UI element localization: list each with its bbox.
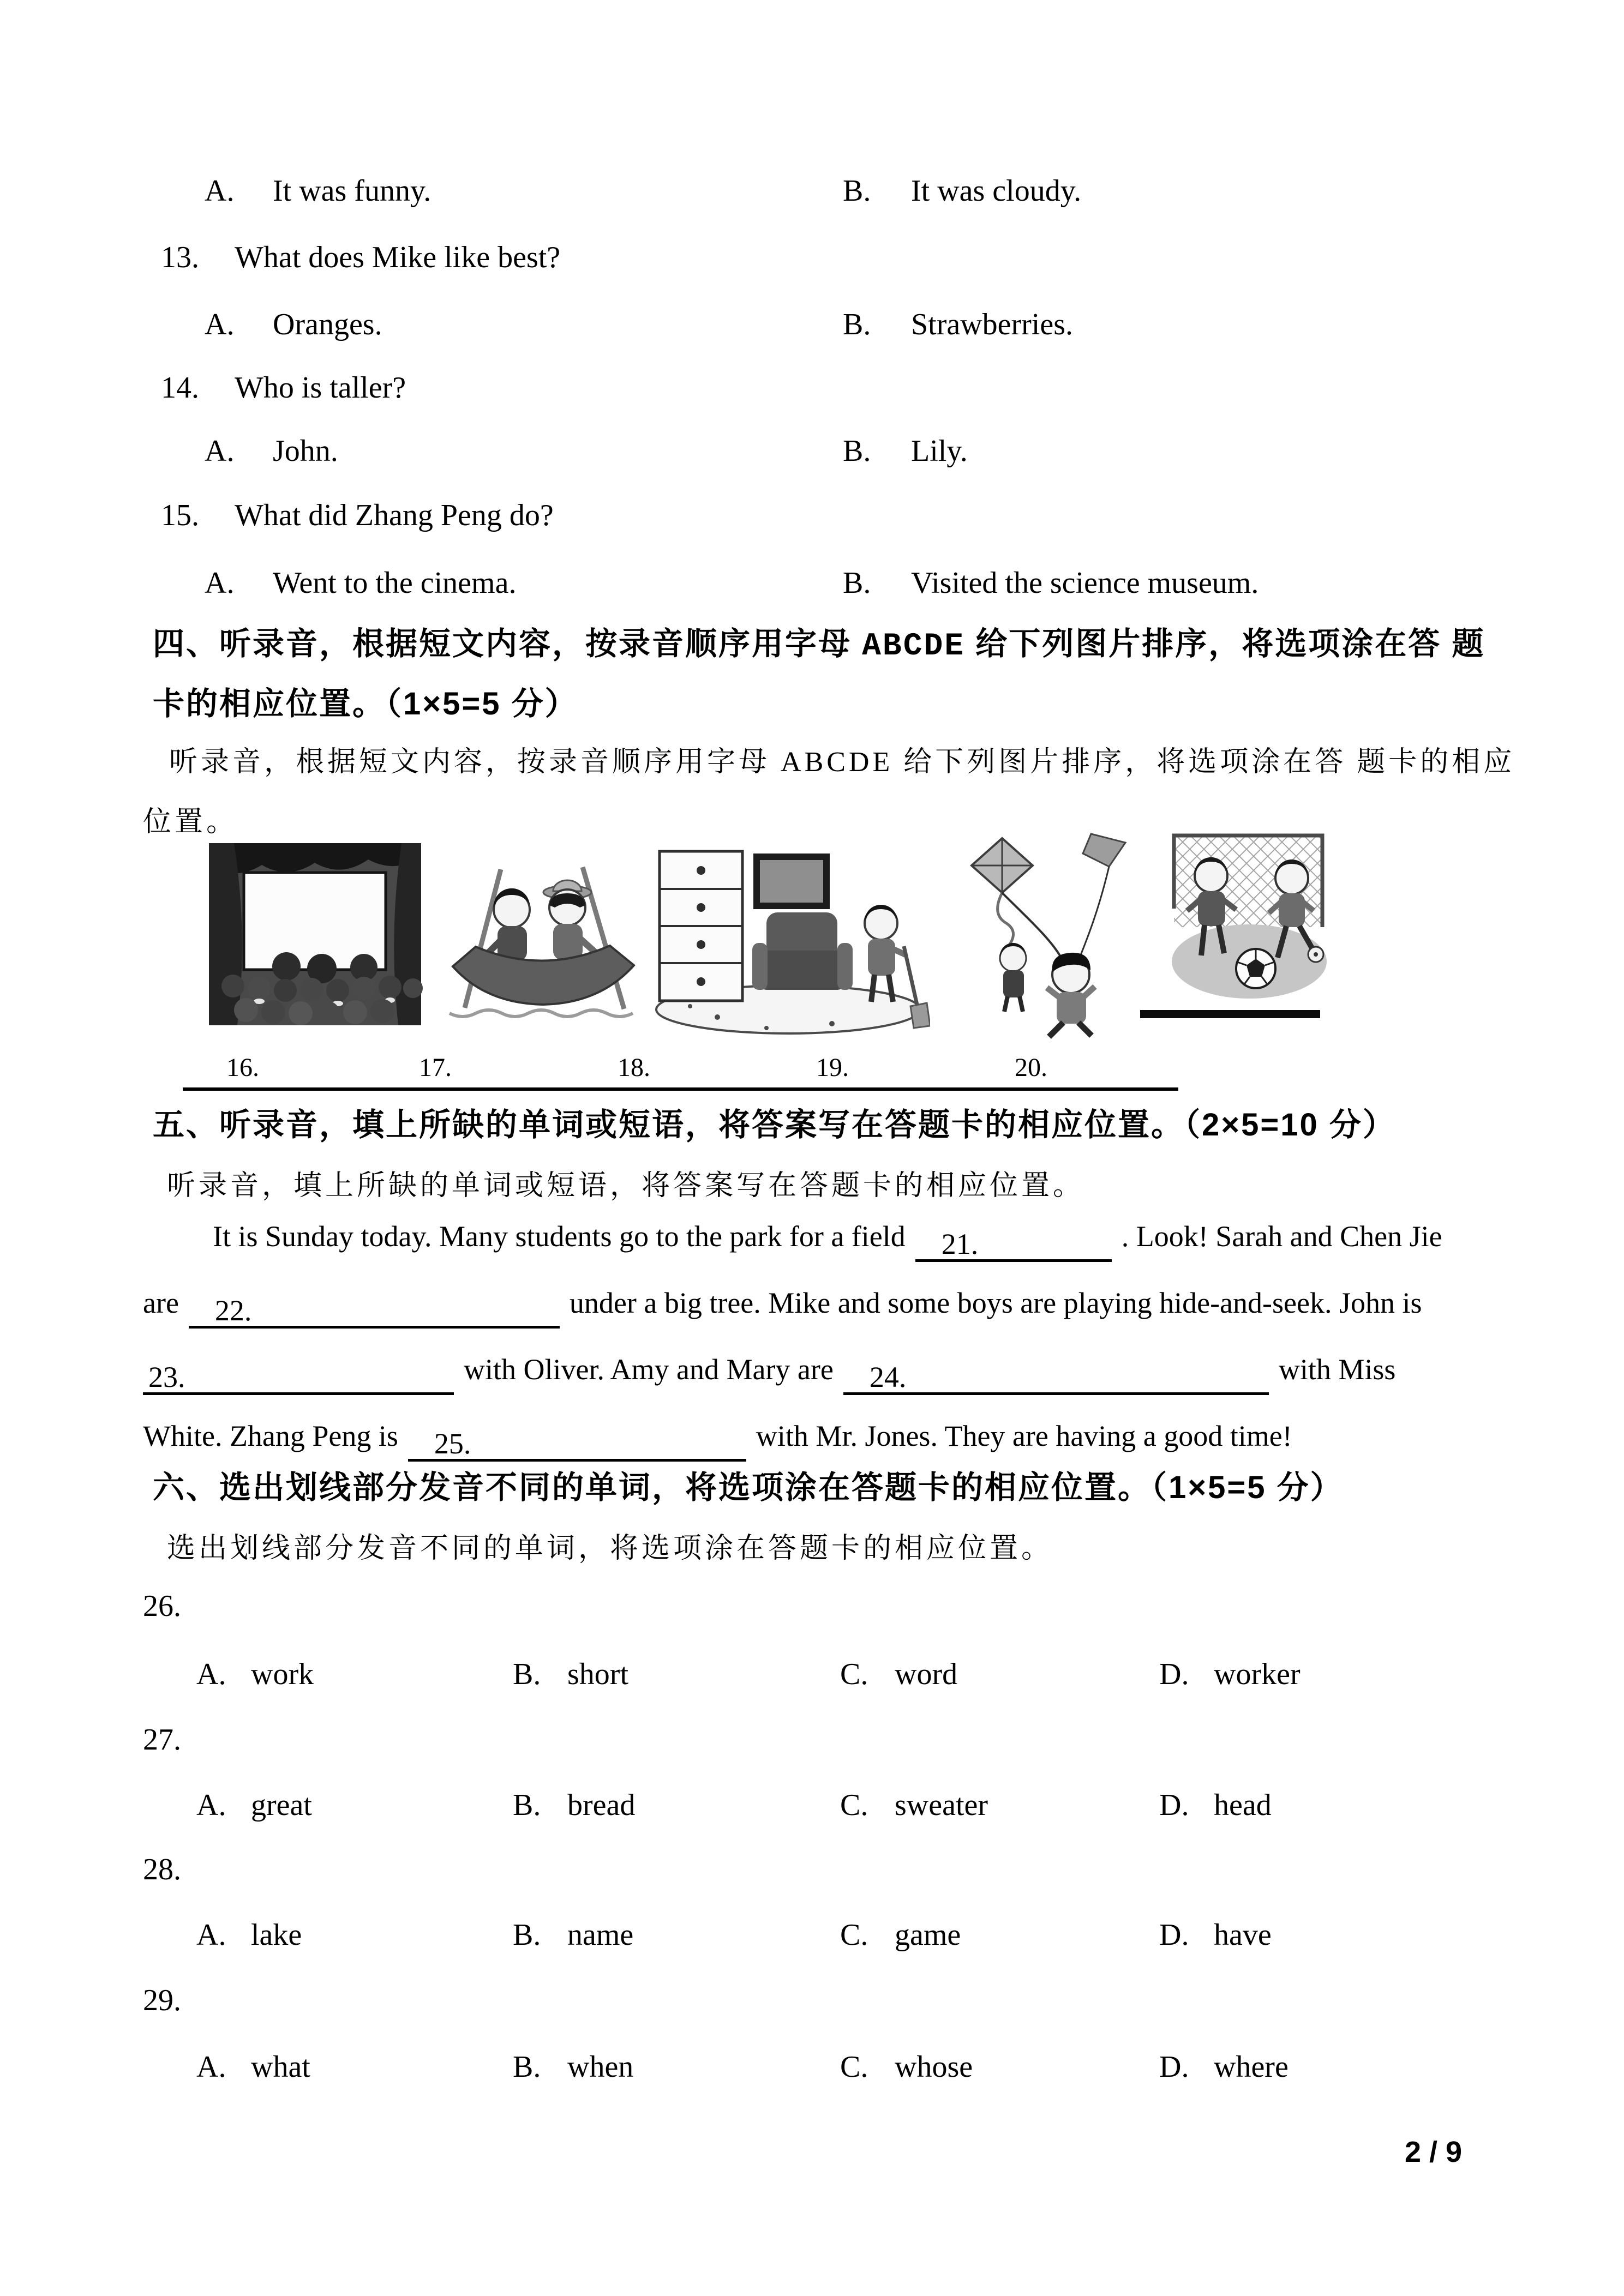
fill-blank-24 xyxy=(843,1361,1269,1395)
option-letter: B. xyxy=(513,1657,541,1691)
q28-option-b xyxy=(513,1919,633,1952)
passage-line-1 xyxy=(213,1221,1442,1262)
option-text: game xyxy=(895,1918,961,1952)
passage-line-2 xyxy=(143,1287,1422,1329)
q27-option-c xyxy=(840,1789,988,1823)
option-letter: D. xyxy=(1159,2050,1189,2084)
option-letter: A. xyxy=(196,1657,226,1691)
option-text: work xyxy=(251,1657,314,1691)
blank-number: 23. xyxy=(148,1361,185,1393)
option-text: what xyxy=(251,2050,310,2084)
fill-blank-22 xyxy=(189,1295,560,1329)
blank-number: 24. xyxy=(869,1361,907,1393)
option-letter: D. xyxy=(1159,1788,1189,1822)
q26-option-d xyxy=(1159,1658,1301,1692)
q28-option-a xyxy=(196,1919,302,1952)
option-letter: D. xyxy=(1159,1918,1189,1952)
passage-text: are xyxy=(143,1287,179,1319)
q12-option-a xyxy=(205,175,431,208)
q26-option-a xyxy=(196,1658,314,1692)
question-number: 14. xyxy=(161,371,199,405)
q13-option-b xyxy=(843,308,1073,342)
q29-option-b xyxy=(513,2051,633,2084)
answer-number-20: 20. xyxy=(1015,1053,1047,1082)
option-text: name xyxy=(567,1918,634,1952)
q26-option-c xyxy=(840,1658,957,1692)
option-letter: B. xyxy=(513,2050,541,2084)
option-text: have xyxy=(1214,1918,1272,1952)
picture-kite-flying xyxy=(952,832,1137,1042)
question-text: What does Mike like best? xyxy=(235,241,561,274)
option-text: word xyxy=(895,1657,958,1691)
kite-flying-icon xyxy=(952,832,1137,1039)
option-letter: D. xyxy=(1159,1657,1189,1691)
q26-option-b xyxy=(513,1658,628,1692)
page-number: 2 / 9 xyxy=(1405,2136,1463,2168)
passage-text: It is Sunday today. Many students go to the park for a field xyxy=(213,1220,906,1253)
section5-instruction: 听录音，填上所缺的单词或短语，将答案写在答题卡的相应位置。 xyxy=(167,1170,1085,1201)
q29-option-a xyxy=(196,2051,310,2084)
question-text: What did Zhang Peng do? xyxy=(235,498,554,532)
option-letter: A. xyxy=(196,2050,226,2084)
fill-blank-25 xyxy=(408,1428,746,1462)
heading-abcde: ABCDE xyxy=(862,629,966,664)
question-15 xyxy=(161,499,554,533)
instruction-text: 给下列图片排序，将选项涂在答 题卡的相应 xyxy=(893,747,1515,778)
option-text: whose xyxy=(895,2050,973,2084)
option-text: great xyxy=(251,1788,312,1822)
section4-heading-line1 xyxy=(153,626,1485,665)
picture-cinema xyxy=(205,840,426,1037)
option-letter: B. xyxy=(513,1788,541,1822)
q28-option-c xyxy=(840,1919,961,1952)
answer-number-16: 16. xyxy=(226,1053,259,1082)
blank-number: 25. xyxy=(434,1427,471,1460)
fill-blank-23 xyxy=(143,1361,454,1395)
section4-instruction-line1 xyxy=(169,746,1515,779)
question-14 xyxy=(161,371,406,405)
option-text: sweater xyxy=(895,1788,988,1822)
q29-option-d xyxy=(1159,2051,1289,2084)
picture-boating xyxy=(436,846,649,1035)
section4-instruction-line2: 位置。 xyxy=(143,807,238,838)
option-letter: A. xyxy=(205,308,235,341)
q12-option-b xyxy=(843,175,1081,208)
cinema-screen-icon xyxy=(205,840,426,1034)
heading-text: 给下列图片排序，将选项涂在答 题 xyxy=(965,626,1485,662)
question-29-number: 29. xyxy=(143,1984,181,2017)
option-letter: A. xyxy=(205,434,235,468)
option-letter: C. xyxy=(840,1918,868,1952)
q27-option-d xyxy=(1159,1789,1272,1823)
question-13 xyxy=(161,241,560,275)
rowing-boat-icon xyxy=(436,846,649,1032)
q27-option-a xyxy=(196,1789,312,1823)
picture-room-cleaning xyxy=(652,837,930,1041)
option-letter: A. xyxy=(205,174,235,208)
q15-option-b xyxy=(843,567,1259,600)
passage-text: with Oliver. Amy and Mary are xyxy=(464,1353,834,1386)
answer-number-18: 18. xyxy=(618,1053,650,1082)
question-28-number: 28. xyxy=(143,1853,181,1886)
football-goal-icon xyxy=(1140,828,1328,1025)
q27-option-b xyxy=(513,1789,635,1823)
question-number: 13. xyxy=(161,241,199,274)
question-27-number: 27. xyxy=(143,1723,181,1757)
passage-text: White. Zhang Peng is xyxy=(143,1420,398,1452)
option-letter: A. xyxy=(196,1918,226,1952)
blank-number: 21. xyxy=(941,1228,979,1260)
option-letter: B. xyxy=(843,566,871,600)
passage-line-3 xyxy=(143,1354,1395,1395)
option-letter: C. xyxy=(840,1788,868,1822)
passage-text: with Miss xyxy=(1278,1353,1396,1386)
q14-option-a xyxy=(205,435,338,468)
option-text: John. xyxy=(273,434,338,468)
option-letter: B. xyxy=(513,1918,541,1952)
answer-number-19: 19. xyxy=(816,1053,849,1082)
passage-text: with Mr. Jones. They are having a good time! xyxy=(756,1420,1292,1452)
option-letter: C. xyxy=(840,1657,868,1691)
answer-blank-row xyxy=(183,1053,1178,1091)
option-text: Went to the cinema. xyxy=(273,566,517,600)
blank-number: 22. xyxy=(214,1294,252,1327)
option-text: Strawberries. xyxy=(911,308,1074,341)
option-text: where xyxy=(1214,2050,1289,2084)
option-text: short xyxy=(567,1657,628,1691)
instruction-abcde: ABCDE xyxy=(781,747,894,778)
q29-option-c xyxy=(840,2051,973,2084)
option-letter: B. xyxy=(843,434,871,468)
question-26-number: 26. xyxy=(143,1589,181,1623)
picture-football xyxy=(1140,828,1328,1028)
fill-blank-21 xyxy=(915,1228,1112,1262)
option-text: worker xyxy=(1214,1657,1301,1691)
option-text: head xyxy=(1214,1788,1272,1822)
passage-text: . Look! Sarah and Chen Jie xyxy=(1121,1220,1442,1253)
q15-option-a xyxy=(205,567,516,600)
instruction-text: 听录音，根据短文内容，按录音顺序用字母 xyxy=(169,747,781,778)
question-number: 15. xyxy=(161,498,199,532)
option-text: Visited the science museum. xyxy=(911,566,1259,600)
section5-heading: 五、听录音，填上所缺的单词或短语，将答案写在答题卡的相应位置。（2×5=10 分） xyxy=(153,1107,1396,1143)
question-text: Who is taller? xyxy=(235,371,406,405)
section4-heading-line2: 卡的相应位置。（1×5=5 分） xyxy=(153,686,578,722)
option-letter: A. xyxy=(205,566,235,600)
q28-option-d xyxy=(1159,1919,1272,1952)
option-letter: A. xyxy=(196,1788,226,1822)
option-text: lake xyxy=(251,1918,302,1952)
q13-option-a xyxy=(205,308,382,342)
answer-number-17: 17. xyxy=(419,1053,452,1082)
option-text: Lily. xyxy=(911,434,968,468)
option-text: bread xyxy=(567,1788,636,1822)
passage-text: under a big tree. Mike and some boys are playing hide-and-seek. John is xyxy=(569,1287,1422,1319)
option-text: It was cloudy. xyxy=(911,174,1082,208)
q14-option-b xyxy=(843,435,968,468)
option-letter: C. xyxy=(840,2050,868,2084)
heading-text: 四、听录音，根据短文内容，按录音顺序用字母 xyxy=(153,626,862,662)
living-room-icon xyxy=(652,837,930,1038)
passage-line-4 xyxy=(143,1420,1292,1462)
section6-heading: 六、选出划线部分发音不同的单词，将选项涂在答题卡的相应位置。（1×5=5 分） xyxy=(153,1470,1344,1505)
option-text: when xyxy=(567,2050,634,2084)
section6-instruction: 选出划线部分发音不同的单词，将选项涂在答题卡的相应位置。 xyxy=(167,1533,1053,1564)
option-text: It was funny. xyxy=(273,174,432,208)
option-letter: B. xyxy=(843,174,871,208)
option-text: Oranges. xyxy=(273,308,382,341)
option-letter: B. xyxy=(843,308,871,341)
